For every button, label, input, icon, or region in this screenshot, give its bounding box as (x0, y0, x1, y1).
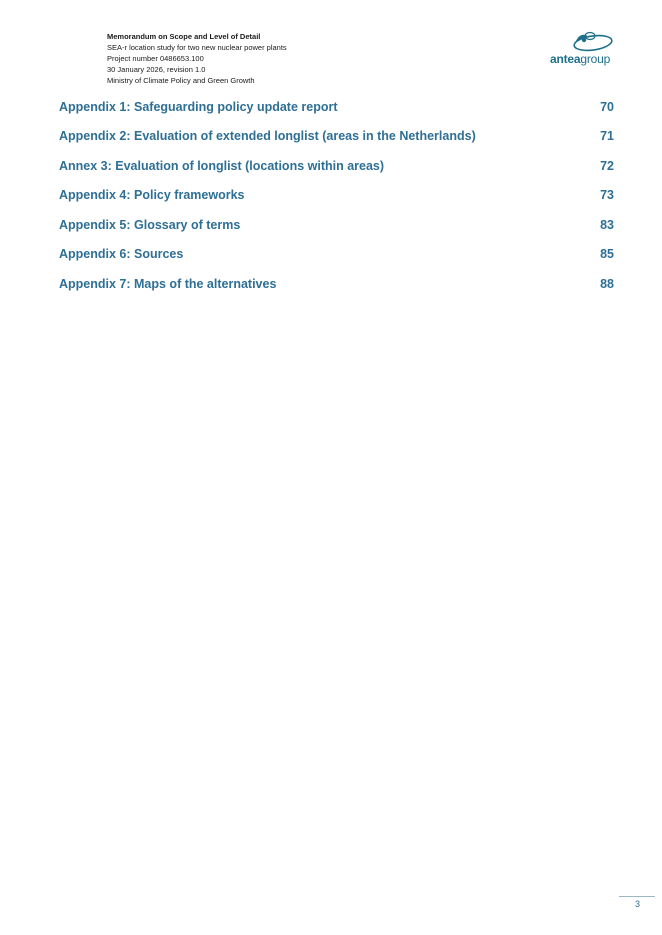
toc-entry-page: 71 (600, 129, 614, 143)
toc-entry-page: 72 (600, 159, 614, 173)
toc-entry-page: 73 (600, 188, 614, 202)
logo-swirl-icon (546, 30, 618, 54)
page-number: 3 (634, 899, 640, 909)
logo-wordmark (550, 52, 610, 66)
header-line-project-number: Project number 0486653.100 (107, 54, 204, 63)
footer-divider (619, 896, 655, 897)
toc-entry-page: 83 (600, 218, 614, 232)
logo-suffix-text: group (580, 52, 611, 66)
toc-entry-appendix-2[interactable] (59, 127, 614, 145)
toc-entry-page: 85 (600, 247, 614, 261)
toc-entry-label: Appendix 1: Safeguarding policy update report (59, 100, 338, 114)
toc-entry-page: 88 (600, 277, 614, 291)
header-line-ministry: Ministry of Climate Policy and Green Growth (107, 76, 255, 85)
toc-entry-appendix-1[interactable] (59, 98, 614, 116)
document-header (107, 31, 287, 86)
header-line-study: SEA-r location study for two new nuclear power plants (107, 43, 287, 52)
toc-entry-appendix-4[interactable] (59, 186, 614, 204)
toc-entry-label: Appendix 4: Policy frameworks (59, 188, 245, 202)
toc-entry-appendix-5[interactable] (59, 216, 614, 234)
toc-entry-label: Appendix 5: Glossary of terms (59, 218, 241, 232)
toc-entry-annex-3[interactable] (59, 157, 614, 175)
toc-entry-label: Appendix 7: Maps of the alternatives (59, 277, 277, 291)
logo-brand-text: antea (550, 52, 581, 66)
toc-entry-appendix-7[interactable] (59, 275, 614, 293)
document-title: Memorandum on Scope and Level of Detail (107, 32, 261, 41)
antea-group-logo (546, 30, 618, 66)
toc-entry-label: Annex 3: Evaluation of longlist (locations within areas) (59, 159, 385, 173)
toc-entry-page: 70 (600, 100, 614, 114)
toc-entry-appendix-6[interactable] (59, 245, 614, 263)
toc-entry-label: Appendix 2: Evaluation of extended longlist (areas in the Netherlands) (59, 129, 476, 143)
header-line-date-revision: 30 January 2026, revision 1.0 (107, 65, 206, 74)
toc-entry-label: Appendix 6: Sources (59, 247, 184, 261)
